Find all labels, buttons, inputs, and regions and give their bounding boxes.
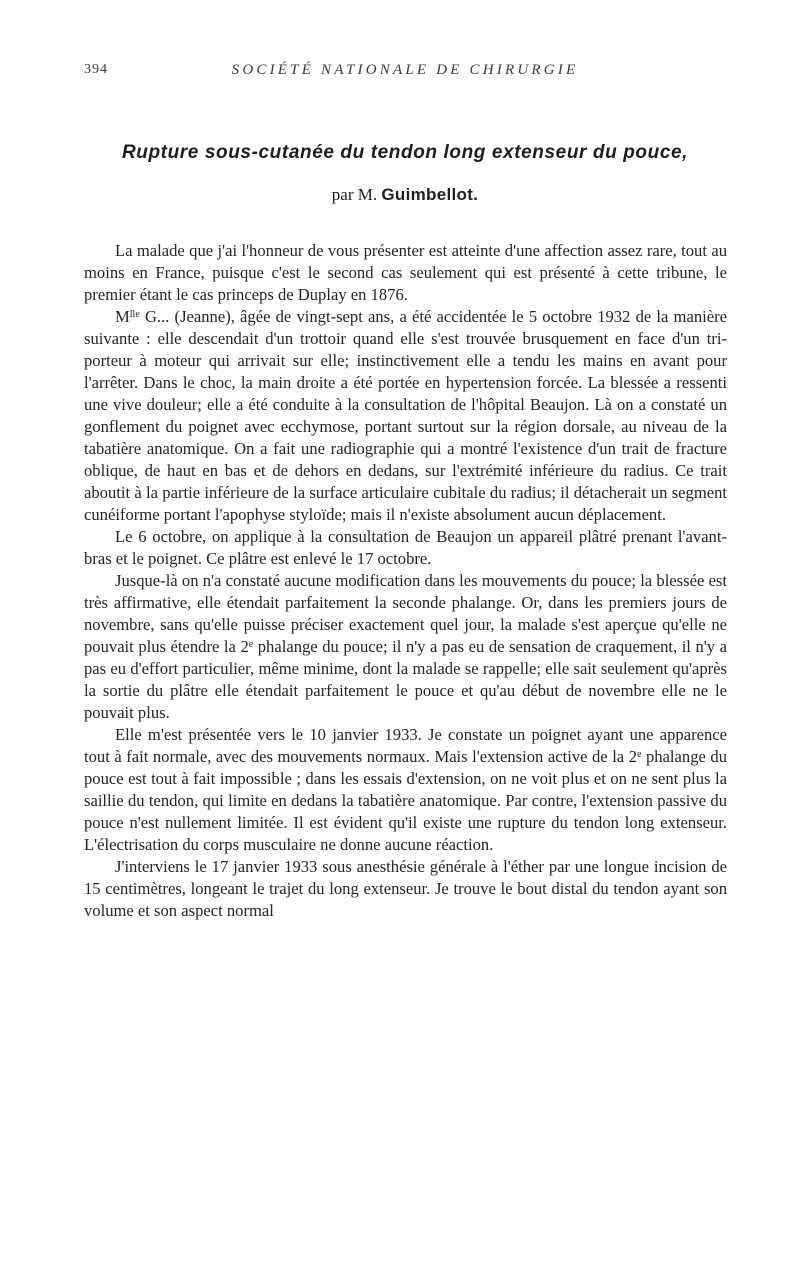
- paragraph-text: La malade que j'ai l'honneur de vous présenter est atteinte d'une affection assez rare, tout au moins en France, puisque c'est le second cas seulement qui est présenté à cette tribune, le premier étant le cas princeps de Duplay en 1876.: [84, 241, 727, 304]
- byline: [84, 185, 726, 205]
- paragraph: [84, 856, 727, 922]
- paragraph: [84, 526, 727, 570]
- superscript: lle: [129, 309, 140, 320]
- paragraph-text-continued: phalange du pouce est tout à fait impossible ; dans les essais d'extension, on ne voit plus et on ne sent plus la saillie du tendon, qui limite en dedans la tabatière anatomique. Par contre, l'extension passive du pouce n'est nullement limitée. Il est évident qu'il existe une rupture du tendon long extenseur. L'électrisation du corps musculaire ne donne aucune réaction.: [84, 747, 727, 854]
- paragraph: [84, 306, 727, 526]
- paragraph: [84, 240, 727, 306]
- superscript: e: [637, 749, 642, 760]
- paragraph-text: J'interviens le 17 janvier 1933 sous anesthésie générale à l'éther par une longue incision de 15 centimètres, longeant le trajet du long extenseur. Je trouve le bout distal du tendon ayant son volume et son aspect normal: [84, 857, 727, 920]
- article-title: Rupture sous-cutanée du tendon long extenseur du pouce,: [121, 142, 689, 163]
- author-name: Guimbellot.: [381, 185, 479, 204]
- paragraph-text: Jusque-là on n'a constaté aucune modification dans les mouvements du pouce; la blessée est très affirmative, elle étendait parfaitement la seconde phalange. Or, dans les premiers jours de novembre, sans qu'elle puisse préciser exactement quel jour, la malade s'est aperçue qu'elle ne pouvait plus étendre la 2: [84, 571, 727, 656]
- page-number: 394: [84, 62, 108, 77]
- paragraph-text: Le 6 octobre, on applique à la consultation de Beaujon un appareil plâtré prenant l'avant-bras et le poignet. Ce plâtre est enlevé le 17 octobre.: [84, 527, 727, 568]
- byline-prefix: par M.: [331, 185, 378, 204]
- paragraph: [84, 570, 727, 724]
- paragraph-text: Elle m'est présentée vers le 10 janvier 1933. Je constate un poignet ayant une apparence tout à fait normale, avec des mouvements normaux. Mais l'extension active de la 2: [84, 725, 727, 766]
- paragraph-text: G... (Jeanne), âgée de vingt-sept ans, a été accidentée le 5 octobre 1932 de la manière suivante : elle descendait d'un trottoir quand elle s'est trouvée brusquement en face d'un tri-porteur à moteur qui arrivait sur elle; instinctivement elle a tendu les mains en avant pour l'arrêter. Dans le choc, la main droite a été portée en hypertension forcée. La blessée a ressenti une vive douleur; elle a été conduite à la consultation de l'hôpital Beaujon. Là on a constaté un gonflement du poignet avec ecchymose, portant surtout sur la région dorsale, au niveau de la tabatière anatomique. On a fait une radiographie qui a montré l'existence d'un trait de fracture oblique, de haut en bas et de dehors en dedans, sur l'extrémité inférieure du radius. Ce trait aboutit à la partie inférieure de la surface articulaire cubitale du radius; il détacherait un segment cunéiforme portant l'apophyse styloïde; mais il n'existe absolument aucun déplacement.: [84, 307, 727, 524]
- article-body: [84, 240, 727, 922]
- superscript: e: [248, 639, 254, 650]
- paragraph-lead: M: [115, 307, 130, 326]
- paragraph: [84, 724, 727, 856]
- paragraph-text-continued: phalange du pouce; il n'y a pas eu de sensation de craquement, il n'y a pas eu d'effort particulier, même minime, dont la malade se rappelle; elle sait seulement qu'après la sortie du plâtre elle étendait parfaitement le pouce et qu'au début de novembre elle ne le pouvait plus.: [84, 637, 727, 722]
- journal-title: SOCIÉTÉ NATIONALE DE CHIRURGIE: [231, 62, 579, 78]
- running-header: [84, 62, 726, 84]
